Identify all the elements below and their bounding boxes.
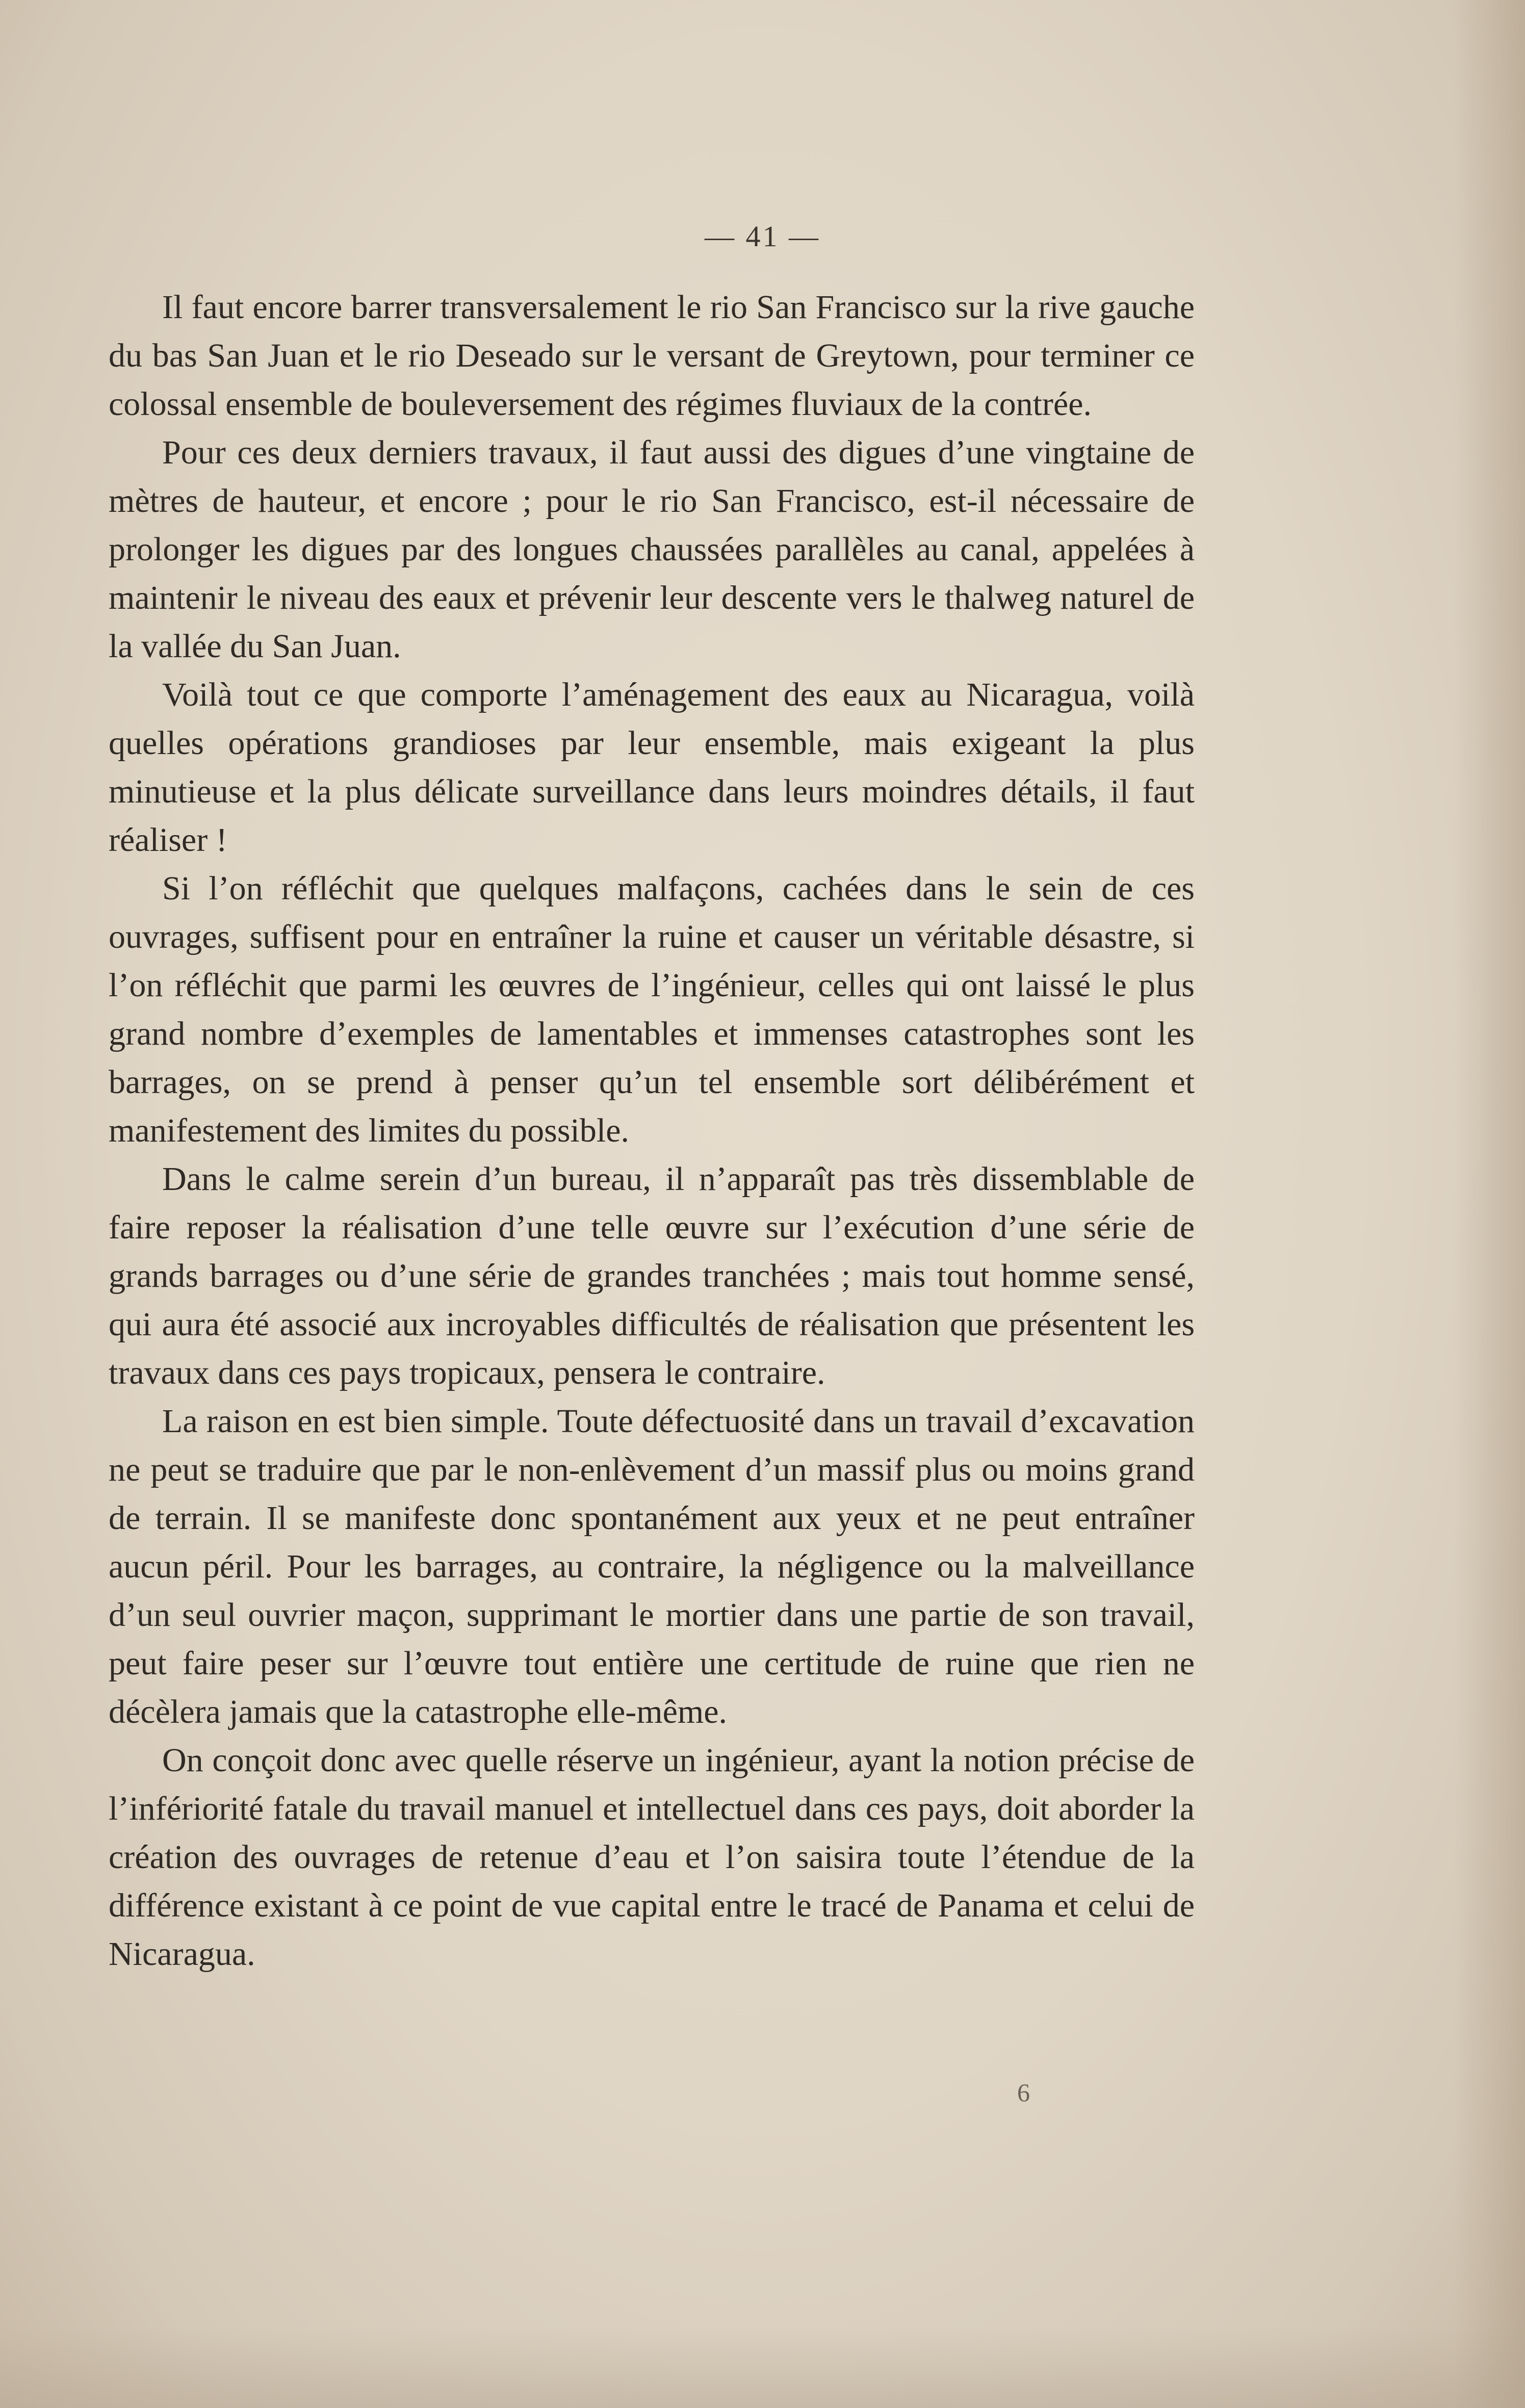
paragraph-2: Pour ces deux derniers travaux, il faut aussi des digues d’une vingtaine de mètres de hauteur, et encore ; pour le rio San Francisco, est-il nécessaire de prolonger les digues par des longues chaussées parallèles au canal, appelées à maintenir le niveau des eaux et prévenir leur descente vers le thalweg naturel de la vallée du San Juan. [109, 434, 1195, 665]
page-edge-shadow-bottom [0, 2326, 1525, 2408]
page-number: — 41 — [705, 220, 820, 253]
body-text [109, 283, 1195, 1978]
paragraph-6: La raison en est bien simple. Toute défectuosité dans un travail d’excavation ne peut se traduire que par le non-enlèvement d’un massif plus ou moins grand de terrain. Il se manifeste donc spontanément aux yeux et ne peut entraîner aucun péril. Pour les barrages, au contraire, la négligence ou la malveillance d’un seul ouvrier maçon, supprimant le mortier dans une partie de son travail, peut faire peser sur l’œuvre tout entière une certitude de ruine que rien ne décèlera jamais que la catastrophe elle-même. [109, 1403, 1195, 1730]
paragraph-7: On conçoit donc avec quelle réserve un ingénieur, ayant la notion précise de l’infériorité fatale du travail manuel et intellectuel dans ces pays, doit aborder la création des ouvrages de retenue d’eau et l’on saisira toute l’étendue de la différence existant à ce point de vue capital entre le tracé de Panama et celui de Nicaragua. [109, 1742, 1195, 1973]
paragraph-4: Si l’on réfléchit que quelques malfaçons, cachées dans le sein de ces ouvrages, suffisent pour en entraîner la ruine et causer un véritable désastre, si l’on réfléchit que parmi les œuvres de l’ingénieur, celles qui ont laissé le plus grand nombre d’exemples de lamentables et immenses catastrophes sont les barrages, on se prend à penser qu’un tel ensemble sort délibérément et manifestement des limites du possible. [109, 870, 1195, 1149]
signature-mark: 6 [1017, 2078, 1030, 2107]
paragraph-3: Voilà tout ce que comporte l’aménagement des eaux au Nicaragua, voilà quelles opérations grandioses par leur ensemble, mais exigeant la plus minutieuse et la plus délicate surveillance dans leurs moindres détails, il faut réaliser ! [109, 676, 1195, 859]
paragraph-1: Il faut encore barrer transversalement le rio San Francisco sur la rive gauche du bas San Juan et le rio Deseado sur le versant de Greytown, pour terminer ce colossal ensemble de bouleversement des régimes fluviaux de la contrée. [109, 289, 1195, 423]
page-edge-shadow-right [1454, 0, 1525, 2408]
paragraph-5: Dans le calme serein d’un bureau, il n’apparaît pas très dissemblable de faire reposer la réalisation d’une telle œuvre sur l’exécution d’une série de grands barrages ou d’une série de grandes tranchées ; mais tout homme sensé, qui aura été associé aux incroyables difficultés de réalisation que présentent les travaux dans ces pays tropicaux, pensera le contraire. [109, 1160, 1195, 1391]
